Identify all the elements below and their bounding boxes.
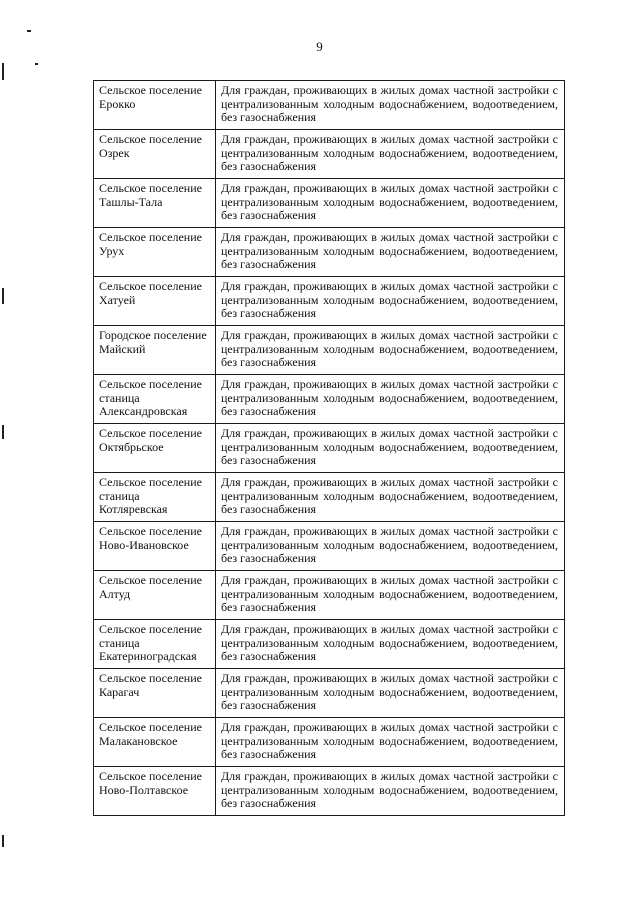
settlement-name-cell: Сельское поселение станица Котляревская xyxy=(94,473,216,522)
tariff-description-cell: Для граждан, проживающих в жилых домах частной застройки с централизованным холодным водоснабжением, водоотведением, без газоснабжения xyxy=(216,620,565,669)
table-row xyxy=(94,375,565,424)
tariff-description-cell: Для граждан, проживающих в жилых домах частной застройки с централизованным холодным водоснабжением, водоотведением, без газоснабжения xyxy=(216,130,565,179)
table-body xyxy=(94,81,565,816)
tariff-description-cell: Для граждан, проживающих в жилых домах частной застройки с централизованным холодным водоснабжением, водоотведением, без газоснабжения xyxy=(216,179,565,228)
tariff-description-cell: Для граждан, проживающих в жилых домах частной застройки с централизованным холодным водоснабжением, водоотведением, без газоснабжения xyxy=(216,277,565,326)
settlement-name-cell: Сельское поселение Ново-Полтавское xyxy=(94,767,216,816)
tariff-description-cell: Для граждан, проживающих в жилых домах частной застройки с централизованным холодным водоснабжением, водоотведением, без газоснабжения xyxy=(216,522,565,571)
table-row xyxy=(94,81,565,130)
table-row xyxy=(94,277,565,326)
page-number: 9 xyxy=(316,39,323,54)
table-row xyxy=(94,326,565,375)
scan-artifact xyxy=(2,835,4,847)
tariff-description-cell: Для граждан, проживающих в жилых домах частной застройки с централизованным холодным водоснабжением, водоотведением, без газоснабжения xyxy=(216,767,565,816)
table-row xyxy=(94,571,565,620)
tariff-description-cell: Для граждан, проживающих в жилых домах частной застройки с централизованным холодным водоснабжением, водоотведением, без газоснабжения xyxy=(216,81,565,130)
table-row xyxy=(94,424,565,473)
table-row xyxy=(94,669,565,718)
settlements-table xyxy=(93,80,565,816)
table-row xyxy=(94,130,565,179)
settlement-name-cell: Сельское поселение Урух xyxy=(94,228,216,277)
tariff-description-cell: Для граждан, проживающих в жилых домах частной застройки с централизованным холодным водоснабжением, водоотведением, без газоснабжения xyxy=(216,473,565,522)
scan-artifact xyxy=(35,63,38,65)
table-row xyxy=(94,473,565,522)
scan-artifact xyxy=(2,425,4,439)
table-row xyxy=(94,228,565,277)
scan-artifact xyxy=(2,63,4,80)
settlement-name-cell: Сельское поселение Малакановское xyxy=(94,718,216,767)
settlement-name-cell: Сельское поселение Ташлы-Тала xyxy=(94,179,216,228)
tariff-description-cell: Для граждан, проживающих в жилых домах частной застройки с централизованным холодным водоснабжением, водоотведением, без газоснабжения xyxy=(216,375,565,424)
tariff-description-cell: Для граждан, проживающих в жилых домах частной застройки с централизованным холодным водоснабжением, водоотведением, без газоснабжения xyxy=(216,571,565,620)
table-row xyxy=(94,718,565,767)
tariff-description-cell: Для граждан, проживающих в жилых домах частной застройки с централизованным холодным водоснабжением, водоотведением, без газоснабжения xyxy=(216,669,565,718)
tariff-description-cell: Для граждан, проживающих в жилых домах частной застройки с централизованным холодным водоснабжением, водоотведением, без газоснабжения xyxy=(216,326,565,375)
table-row xyxy=(94,767,565,816)
scan-artifact xyxy=(2,288,4,304)
table-row xyxy=(94,179,565,228)
settlement-name-cell: Городское поселение Майский xyxy=(94,326,216,375)
settlement-name-cell: Сельское поселение Ново-Ивановское xyxy=(94,522,216,571)
tariff-description-cell: Для граждан, проживающих в жилых домах частной застройки с централизованным холодным водоснабжением, водоотведением, без газоснабжения xyxy=(216,228,565,277)
settlement-name-cell: Сельское поселение Ерокко xyxy=(94,81,216,130)
settlement-name-cell: Сельское поселение Алтуд xyxy=(94,571,216,620)
settlement-name-cell: Сельское поселение Октябрьское xyxy=(94,424,216,473)
tariff-description-cell: Для граждан, проживающих в жилых домах частной застройки с централизованным холодным водоснабжением, водоотведением, без газоснабжения xyxy=(216,718,565,767)
settlement-name-cell: Сельское поселение Озрек xyxy=(94,130,216,179)
tariff-description-cell: Для граждан, проживающих в жилых домах частной застройки с централизованным холодным водоснабжением, водоотведением, без газоснабжения xyxy=(216,424,565,473)
settlement-name-cell: Сельское поселение станица Александровская xyxy=(94,375,216,424)
settlement-name-cell: Сельское поселение станица Екатериноградская xyxy=(94,620,216,669)
table-row xyxy=(94,522,565,571)
table-row xyxy=(94,620,565,669)
scan-artifact xyxy=(27,30,31,32)
settlement-name-cell: Сельское поселение Карагач xyxy=(94,669,216,718)
settlement-name-cell: Сельское поселение Хатуей xyxy=(94,277,216,326)
